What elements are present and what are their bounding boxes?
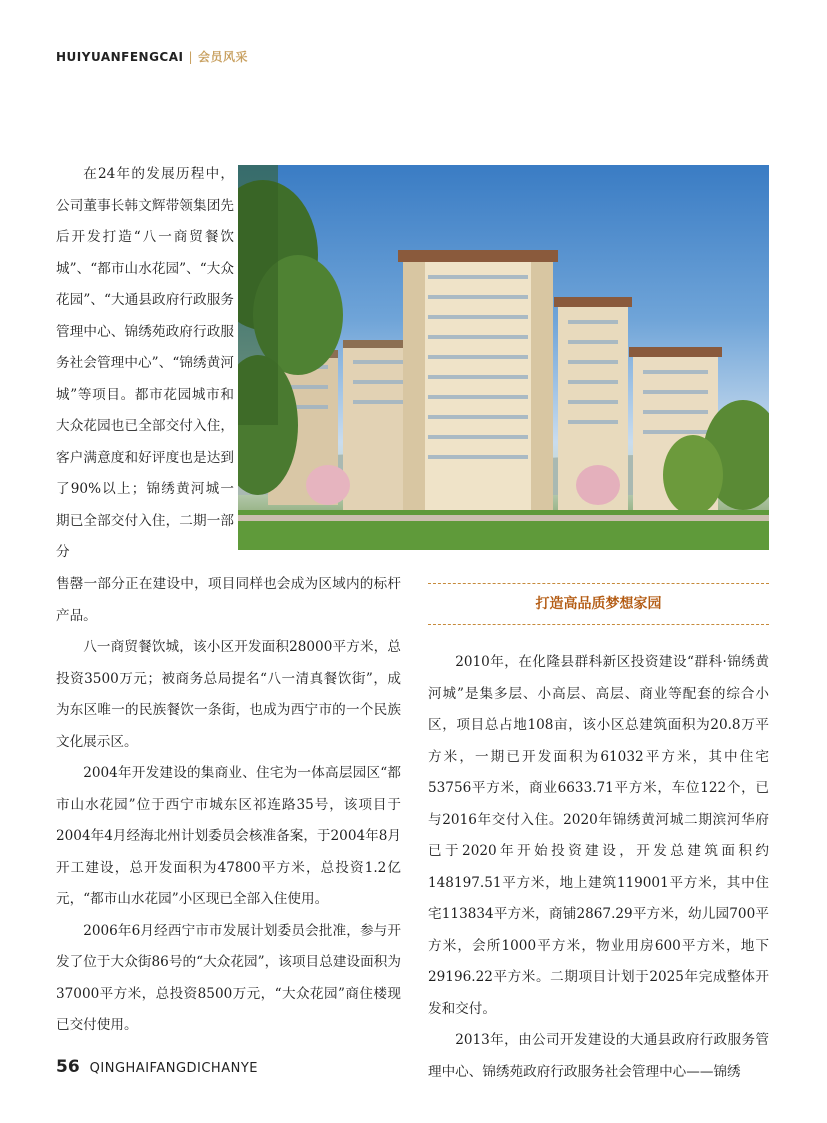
photo-illustration	[238, 165, 769, 550]
paragraph-development-history: 在24年的发展历程中，公司董事长韩文辉带领集团先后开发打造“八一商贸餐饮城”、“都市山水花园”、“大众花园”、“大通县政府行政服务管理中心、锦绣苑政府行政服务社会管理中心”、“锦绣黄河城”等项目。都市花园城市和大众花园也已全部交付入住，客户满意度和好评度也是达到了90%以上；锦绣黄河城一期已全部交付入住，二期一部分	[56, 166, 234, 560]
paragraph-jinxiu-huanghe-city: 2010年，在化隆县群科新区投资建设“群科·锦绣黄河城”是集多层、小高层、高层、商业等配套的综合小区，项目总占地108亩，该小区总建筑面积为20.8万平方米，一期已开发面积为61032平方米，其中住宅53756平方米，商业6633.71平方米，车位122个，已与2016年交付入住。2020年锦绣黄河城二期滨河华府已于2020年开始投资建设，开发总建筑面积约148197.51平方米，地上建筑119001平方米，其中住宅113834平方米，商铺2867.29平方米，幼儿园700平方米，会所1000平方米，物业用房600平方米，地下29196.22平方米。二期项目计划于2025年完成整体开发和交付。	[428, 654, 769, 1017]
header-section-en: HUIYUANFENGCAI	[56, 50, 184, 64]
magazine-name: QINGHAIFANGDICHANYE	[89, 1061, 258, 1076]
header-separator: |	[188, 50, 194, 64]
paragraph-dushi-shanshui-garden: 2004年开发建设的集商业、住宅为一体高层园区“都市山水花园”位于西宁市城东区祁连路35号，该项目于2004年4月经海北州计划委员会核准备案，于2004年8月开工建设，总开发面积为47800平方米，总投资1.2亿元，“都市山水花园”小区现已全部入住使用。	[56, 765, 401, 907]
paragraph-development-history-cont: 售罄一部分正在建设中，项目同样也会成为区域内的标杆产品。	[56, 576, 401, 624]
paragraph-datong-admin-center: 2013年，由公司开发建设的大通县政府行政服务管理中心、锦绣苑政府行政服务社会管理中心——锦绣	[428, 1032, 769, 1080]
running-header	[56, 48, 248, 65]
page-footer	[56, 1057, 258, 1077]
section-heading: 打造高品质梦想家园	[428, 583, 769, 625]
residential-towers-photo	[238, 165, 769, 550]
header-section-cn: 会员风采	[198, 50, 249, 64]
paragraph-bayi-trade-city: 八一商贸餐饮城，该小区开发面积28000平方米，总投资3500万元；被商务总局提名“八一清真餐饮街”，成为东区唯一的民族餐饮一条街，也成为西宁市的一个民族文化展示区。	[56, 639, 401, 750]
right-column	[428, 647, 769, 1088]
paragraph-dazhong-garden: 2006年6月经西宁市市发展计划委员会批准，参与开发了位于大众街86号的“大众花园”，该项目总建设面积为37000平方米，总投资8500万元，“大众花园”商住楼现已交付使用。	[56, 922, 401, 1033]
left-column-wrap-text	[56, 159, 234, 569]
page-number: 56	[56, 1057, 80, 1077]
left-column	[56, 569, 401, 1042]
